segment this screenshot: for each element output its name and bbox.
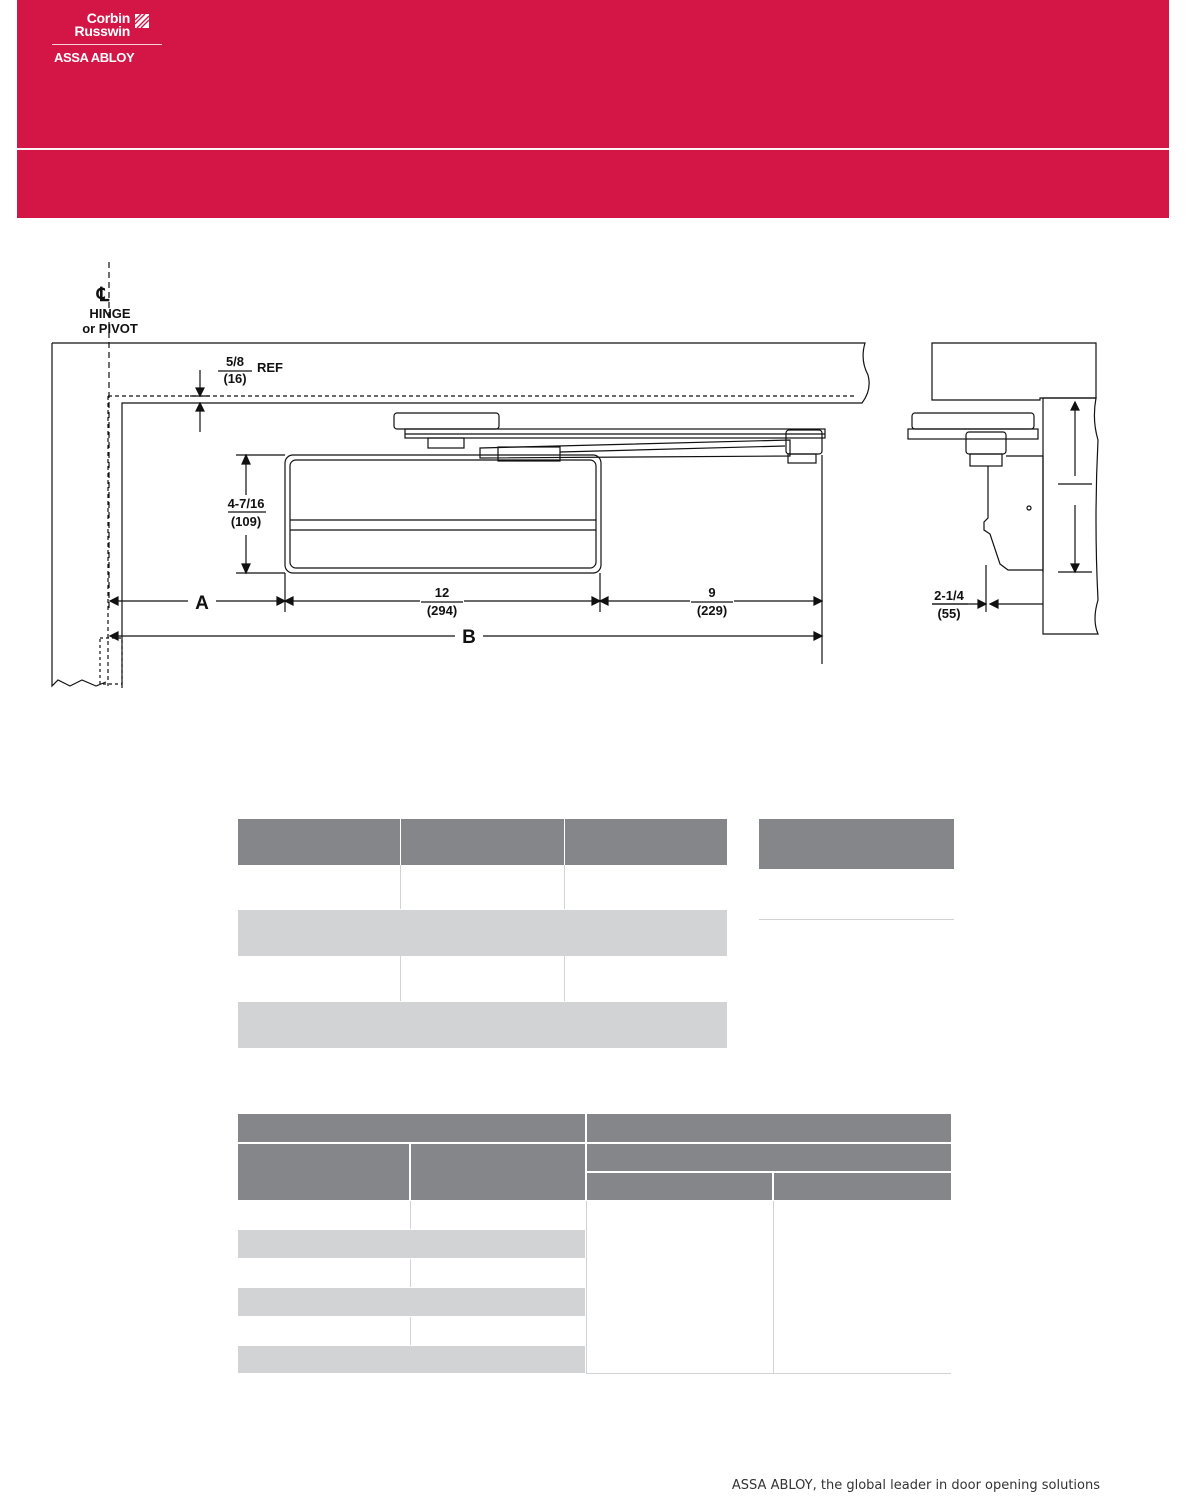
height-dim-top: 4-7/16 [227,496,265,511]
table3-subheader-1 [238,1144,409,1200]
table3-subheader-2 [411,1144,585,1200]
dim-a-label: A [195,593,209,614]
footer-tagline: ASSA ABLOY, the global leader in door opening solutions [731,1478,1100,1493]
table3-subheader-5 [774,1173,951,1200]
hinge-label-line2: or PIVOT [82,321,138,336]
side-offset-top: 2-1/4 [934,588,964,603]
table3-section-row-3 [238,1346,585,1373]
height-dim-bottom: (109) [230,514,262,529]
body-length-top: 12 [434,585,450,600]
arm-length-bottom: (229) [696,603,728,618]
table1-header-cell-1 [238,819,400,865]
table1-section-row-1 [238,910,727,956]
arm-length-top: 9 [708,585,716,600]
table1-header-cell-3 [565,819,727,865]
logo-line-russwin: Russwin [74,23,130,39]
ref-fraction-top: 5/8 [225,354,245,369]
table3-section-row-2 [238,1288,585,1316]
ref-fraction-bottom: (16) [223,371,247,386]
table3-section-row-1 [238,1230,585,1258]
table1-header-cell-2 [401,819,564,865]
centerline-symbol: ℄ [96,285,110,306]
table3-subheader-3 [587,1144,951,1171]
body-length-bottom: (294) [426,603,458,618]
hinge-label-line1: HINGE [89,306,131,321]
logo-line-corbin: Corbin [86,10,130,26]
side-frame [932,343,1096,400]
dim-b-label: B [462,627,476,648]
table3-header-left [238,1114,585,1142]
table3-subheader-4 [587,1173,772,1200]
table3-header-right [587,1114,951,1142]
table2-header-cell [759,819,954,869]
logo-line-assa-abloy: ASSA ABLOY [54,50,135,65]
table1-section-row-2 [238,1002,727,1048]
side-offset-bottom: (55) [937,606,961,621]
ref-suffix: REF [257,360,283,375]
